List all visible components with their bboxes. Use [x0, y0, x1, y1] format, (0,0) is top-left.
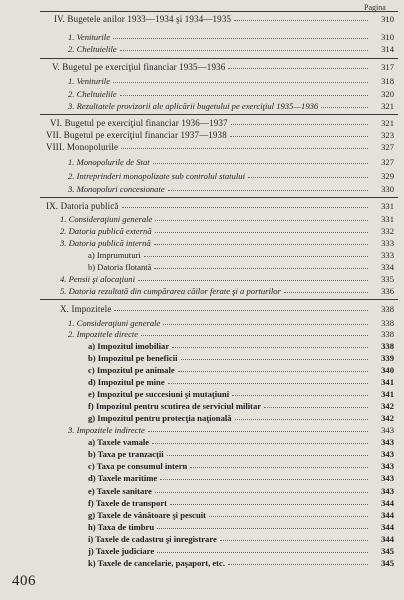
toc-entry-title: X. Impozitele: [60, 304, 112, 314]
toc-entry-title: VI. Bugetul pe exerciţiul financiar 1936—1937: [50, 118, 228, 128]
toc-entry: [0, 413, 404, 423]
toc-entry: [0, 214, 404, 224]
toc-entry-title: a) Impozitul imobiliar: [88, 341, 170, 351]
divider: [40, 299, 398, 300]
toc-entry-title: 1. Veniturile: [68, 76, 111, 86]
dot-leader: [235, 419, 368, 420]
toc-entry-title: 2. Cheltuielile: [68, 89, 117, 99]
toc-entry-page: 327: [381, 157, 394, 167]
dot-leader: [155, 232, 368, 233]
toc-entry: [0, 14, 404, 24]
toc-entry: [0, 286, 404, 296]
toc-entry: [0, 101, 404, 111]
dot-leader: [248, 177, 368, 178]
dot-leader: [152, 443, 368, 444]
toc-entry-page: 331: [381, 214, 394, 224]
toc-entry: [0, 89, 404, 99]
toc-entry: [0, 201, 404, 211]
toc-entry-title: IX. Datoria publică: [46, 201, 119, 211]
dot-leader: [155, 220, 368, 221]
toc-entry: [0, 473, 404, 483]
dot-leader: [122, 207, 368, 208]
toc-entry-title: a) Taxele vamale: [88, 437, 150, 447]
toc-entry: [0, 226, 404, 236]
toc-entry: [0, 389, 404, 399]
divider: [40, 114, 398, 115]
toc-entry: [0, 171, 404, 181]
toc-entry: [0, 353, 404, 363]
toc-entry-title: 1. Consideraţiuni generale: [68, 318, 161, 328]
dot-leader: [113, 82, 368, 83]
dot-leader: [321, 107, 368, 108]
dot-leader: [154, 244, 368, 245]
toc-entry-page: 338: [381, 318, 394, 328]
toc-entry: [0, 62, 404, 72]
dot-leader: [190, 467, 368, 468]
toc-entry-title: b) Taxa pe tranzacţii: [88, 449, 164, 459]
toc-entry: [0, 184, 404, 194]
toc-entry-page: 321: [381, 118, 394, 128]
toc-entry-title: 3. Impozitele indirecte: [68, 425, 145, 435]
toc-entry: [0, 461, 404, 471]
toc-entry-title: 2. Datoria publică externă: [60, 226, 152, 236]
toc-entry: [0, 238, 404, 248]
toc-entry: [0, 304, 404, 314]
toc-entry-title: VII. Bugetul pe exerciţiul financiar 1937—1938: [46, 130, 227, 140]
dot-leader: [232, 395, 368, 396]
dot-leader: [120, 50, 368, 51]
toc-entry: [0, 377, 404, 387]
toc-entry: [0, 522, 404, 532]
toc-entry-page: 331: [381, 201, 394, 211]
divider: [40, 58, 398, 59]
toc-entry-page: 318: [381, 76, 394, 86]
toc-entry-page: 321: [381, 101, 394, 111]
toc-entry: [0, 130, 404, 140]
toc-entry: [0, 274, 404, 284]
toc-entry-page: 334: [381, 262, 394, 272]
toc-entry-page: 314: [381, 44, 394, 54]
toc-entry-title: 1. Veniturile: [68, 32, 111, 42]
dot-leader: [148, 431, 368, 432]
toc-entry-page: 338: [381, 329, 394, 339]
toc-entry-title: 1. Consideraţiuni generale: [60, 214, 153, 224]
column-header-pagina: Pagina: [364, 3, 386, 12]
toc-entry-title: d) Taxele maritime: [88, 473, 158, 483]
dot-leader: [121, 148, 368, 149]
toc-entry-page: 310: [381, 14, 394, 24]
toc-entry: [0, 401, 404, 411]
toc-entry-page: 341: [381, 389, 394, 399]
toc-entry-page: 336: [381, 286, 394, 296]
divider: [40, 197, 398, 198]
toc-entry-title: 3. Rezultatele provizorii ale aplicării bugetului pe exerciţiul 1935—1936: [68, 101, 319, 111]
dot-leader: [113, 38, 368, 39]
toc-entry-title: VIII. Monopolurile: [46, 142, 119, 152]
toc-entry-title: d) Impozitul pe mine: [88, 377, 165, 387]
toc-entry-page: 317: [381, 62, 394, 72]
dot-leader: [157, 528, 368, 529]
toc-entry: [0, 510, 404, 520]
toc-entry: [0, 118, 404, 128]
toc-entry-page: 344: [381, 534, 394, 544]
toc-entry-page: 342: [381, 401, 394, 411]
toc-entry-title: b) Datoria flotantă: [88, 262, 152, 272]
dot-leader: [228, 564, 368, 565]
dot-leader: [141, 335, 368, 336]
toc-entry-title: IV. Bugetele anilor 1933—1934 şi 1934—1935: [54, 14, 232, 24]
toc-entry-title: f) Impozitul pentru scutirea de serviciul militar: [88, 401, 262, 411]
dot-leader: [172, 347, 368, 348]
dot-leader: [228, 68, 368, 69]
dot-leader: [157, 552, 368, 553]
toc-entry: [0, 44, 404, 54]
toc-entry: [0, 498, 404, 508]
toc-entry-page: 344: [381, 522, 394, 532]
toc-entry-title: c) Impozitul pe animale: [88, 365, 175, 375]
toc-entry-page: 340: [381, 365, 394, 375]
toc-entry-page: 343: [381, 473, 394, 483]
dot-leader: [163, 324, 368, 325]
toc-entry-title: 3. Datoria publică internă: [60, 238, 151, 248]
dot-leader: [230, 136, 368, 137]
toc-entry-page: 341: [381, 377, 394, 387]
toc-entry: [0, 76, 404, 86]
toc-entry-title: g) Taxele de vânătoare şi pescuit: [88, 510, 207, 520]
toc-entry-page: 344: [381, 498, 394, 508]
toc-entry-title: f) Taxele de transport: [88, 498, 168, 508]
dot-leader: [154, 268, 368, 269]
toc-entry-page: 320: [381, 89, 394, 99]
dot-leader: [264, 407, 368, 408]
dot-leader: [181, 359, 368, 360]
toc-entry: [0, 250, 404, 260]
toc-entry-page: 342: [381, 413, 394, 423]
dot-leader: [155, 492, 368, 493]
toc-entry-page: 335: [381, 274, 394, 284]
divider: [40, 11, 398, 12]
toc-entry-title: e) Impozitul pe succesiuni şi mutaţiuni: [88, 389, 230, 399]
toc-entry: [0, 449, 404, 459]
toc-entry-page: 339: [381, 353, 394, 363]
toc-entry-page: 327: [381, 142, 394, 152]
toc-entry-title: 5. Datoria rezultată din cumpărarea căilor ferate şi a porturilor: [60, 286, 281, 296]
toc-entry-title: j) Taxele judiciare: [88, 546, 155, 556]
dot-leader: [234, 20, 368, 21]
toc-entry-page: 329: [381, 171, 394, 181]
toc-entry: [0, 365, 404, 375]
toc-entry-page: 323: [381, 130, 394, 140]
toc-entry: [0, 437, 404, 447]
toc-entry-page: 333: [381, 250, 394, 260]
toc-entry-page: 345: [381, 546, 394, 556]
toc-entry-title: g) Impozitul pentru protecţia naţională: [88, 413, 232, 423]
dot-leader: [144, 256, 368, 257]
toc-entry-page: 343: [381, 486, 394, 496]
dot-leader: [160, 479, 368, 480]
toc-entry: [0, 534, 404, 544]
toc-entry-title: 2. Intreprinderi monopolizate sub controlul statului: [68, 171, 245, 181]
toc-entry-page: 338: [381, 341, 394, 351]
toc-entry-page: 338: [381, 304, 394, 314]
toc-entry-title: 1. Monopolurile de Stat: [68, 157, 150, 167]
toc-entry: [0, 425, 404, 435]
dot-leader: [209, 516, 368, 517]
toc-entry-page: 310: [381, 32, 394, 42]
page-number: 406: [12, 573, 36, 589]
toc-entry: [0, 32, 404, 42]
toc-entry-title: a) Imprumuturi: [88, 250, 141, 260]
toc-entry-title: V. Bugetul pe exerciţiul financiar 1935—1936: [52, 62, 226, 72]
dot-leader: [114, 310, 368, 311]
toc-entry-page: 343: [381, 437, 394, 447]
toc-entry-title: 2. Cheltuielile: [68, 44, 117, 54]
toc-entry-page: 345: [381, 558, 394, 568]
toc-entry: [0, 318, 404, 328]
toc-entry-page: 343: [381, 425, 394, 435]
dot-leader: [168, 190, 368, 191]
toc-entry-page: 333: [381, 238, 394, 248]
toc-entry-title: 4. Pensii şi alocaţiuni: [60, 274, 135, 284]
toc-entry: [0, 142, 404, 152]
dot-leader: [170, 504, 368, 505]
toc-entry-page: 343: [381, 449, 394, 459]
toc-entry-title: i) Taxele de cadastru şi inregistrare: [88, 534, 217, 544]
dot-leader: [220, 540, 368, 541]
dot-leader: [284, 292, 368, 293]
toc-entry: [0, 546, 404, 556]
toc-entry-title: b) Impozitul pe beneficii: [88, 353, 178, 363]
toc-entry-title: e) Taxele sanitare: [88, 486, 152, 496]
toc-entry-title: h) Taxa de timbru: [88, 522, 155, 532]
toc-entry-title: 3. Monopoluri concesionate: [68, 184, 165, 194]
toc-entry-title: 2. Impozitele directe: [68, 329, 139, 339]
toc-entry-title: k) Taxele de cancelarie, paşaport, etc.: [88, 558, 225, 568]
toc-entry: [0, 341, 404, 351]
toc-entry: [0, 262, 404, 272]
dot-leader: [138, 280, 368, 281]
toc-entry: [0, 558, 404, 568]
toc-entry: [0, 486, 404, 496]
toc-entry-page: 332: [381, 226, 394, 236]
toc-entry-page: 343: [381, 461, 394, 471]
dot-leader: [120, 95, 368, 96]
dot-leader: [153, 163, 368, 164]
toc-entry-page: 344: [381, 510, 394, 520]
dot-leader: [231, 124, 368, 125]
dot-leader: [178, 371, 368, 372]
dot-leader: [168, 383, 368, 384]
toc-entry: [0, 329, 404, 339]
toc-entry-title: c) Taxa pe consumul intern: [88, 461, 188, 471]
toc-entry-page: 330: [381, 184, 394, 194]
toc-entry: [0, 157, 404, 167]
dot-leader: [167, 455, 368, 456]
